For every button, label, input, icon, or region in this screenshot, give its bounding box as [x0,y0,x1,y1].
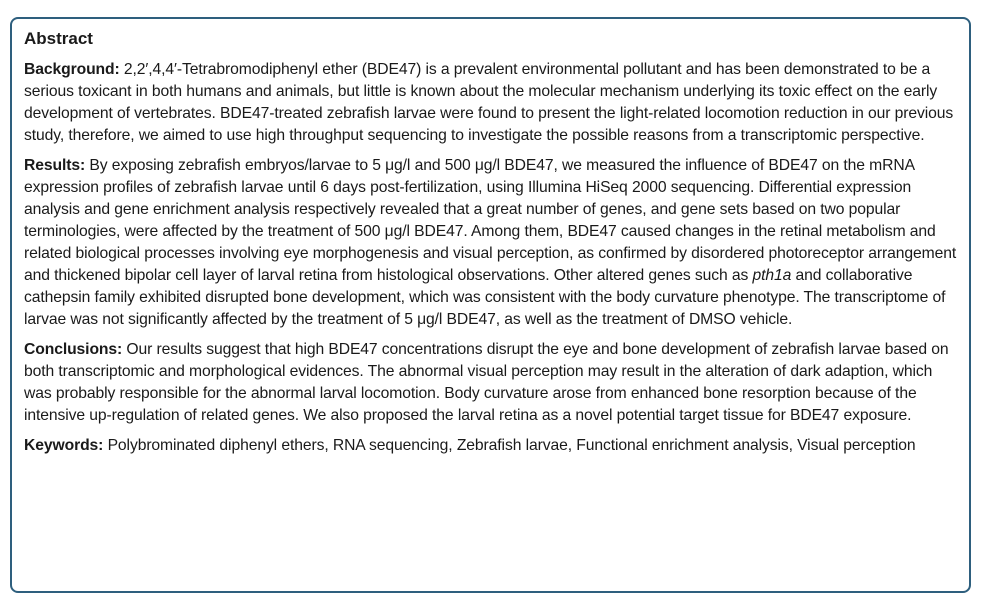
abstract-title: Abstract [24,29,93,48]
results-text-before: By exposing zebrafish embryos/larvae to 5 μg/l and 500 μg/l BDE47, we measured the influence of BDE47 on the mRNA expression profiles of zebrafish larvae until 6 days post-fertilization, using Illumina HiSeq 2000 sequencing. Differential expression analysis and gene enrichment analysis respectively revealed that a great number of genes, and gene sets based on two popular terminologies, were affected by the treatment of 500 μg/l BDE47. Among them, BDE47 caused changes in the retinal metabolism and related biological processes involving eye morphogenesis and visual perception, as confirmed by disordered photoreceptor arrangement and thickened bipolar cell layer of larval retina from histological observations. Other altered genes such as [24,157,957,284]
abstract-box [10,17,971,593]
conclusions-text: Our results suggest that high BDE47 concentrations disrupt the eye and bone development of zebrafish larvae based on both transcriptomic and morphological evidences. The abnormal visual perception may result in the alteration of dark adaption, which was probably responsible for the abnormal larval locomotion. Body curvature arose from enhanced bone resorption because of the intensive up-regulation of related genes. We also proposed the larval retina as a novel potential target tissue for BDE47 exposure. [24,341,949,424]
results-gene-name: pth1a [752,267,792,284]
results-label: Results: [24,157,86,174]
background-label: Background: [24,61,120,78]
results-text-after: and collaborative cathepsin family exhibited disrupted bone development, which was consistent with the body curvature phenotype. The transcriptome of larvae was not significantly affected by the treatment of 5 μg/l BDE47, as well as the treatment of DMSO vehicle. [24,267,946,328]
background-section [24,59,957,147]
background-text: 2,2′,4,4′-Tetrabromodiphenyl ether (BDE47) is a prevalent environmental pollutant and has been demonstrated to be a serious toxicant in both humans and animals, but little is known about the molecular mechanism underlying its toxic effect on the early development of vertebrates. BDE47-treated zebrafish larvae were found to present the light-related locomotion reduction in our previous study, therefore, we aimed to use high throughput sequencing to investigate the possible reasons from a transcriptomic perspective. [24,61,954,144]
conclusions-section [24,339,957,427]
keywords-section [24,435,957,457]
keywords-text: Polybrominated diphenyl ethers, RNA sequencing, Zebrafish larvae, Functional enrichment analysis, Visual perception [103,437,916,454]
keywords-label: Keywords: [24,437,104,454]
conclusions-label: Conclusions: [24,341,123,358]
results-section [24,155,957,331]
